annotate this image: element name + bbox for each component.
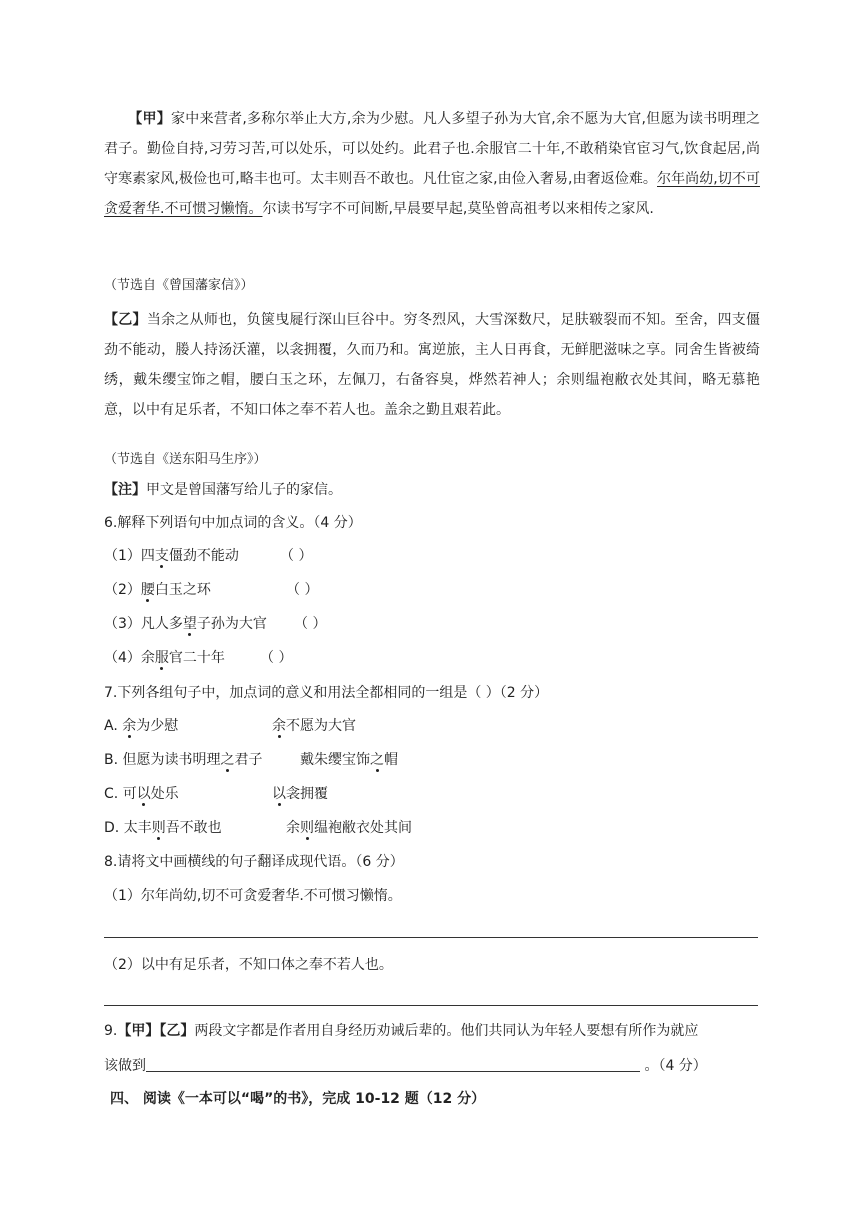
q7-option-c[interactable]: C. 可以处乐 [104, 786, 179, 802]
q8-answer-line-1[interactable] [104, 937, 758, 938]
q9-line-2: 该做到 。（4 分） [104, 1055, 707, 1076]
q7-option-a[interactable]: A. 余为少慰 [104, 718, 179, 734]
note [104, 480, 342, 500]
q6-item-1-blank[interactable]: （ ） [280, 548, 313, 564]
passage-jia-label: 【甲】 [128, 111, 172, 127]
q7-option-d-second: 余则缊袍敝衣处其间 [286, 820, 412, 836]
q6-item-2-dotted-word: 腰 [140, 582, 155, 598]
q7-option-c-second: 以衾拥覆 [272, 786, 328, 802]
q6-item-2: （2）腰白玉之环 [104, 582, 211, 598]
q6-item-4-dotted-word: 服 [154, 650, 169, 666]
q7-option-b[interactable]: B. 但愿为读书明理之君子 [104, 752, 263, 768]
source-yi: （节选自《送东阳马生序》） [104, 452, 267, 467]
passage-jia-underlined-sentence: 尔年尚幼,切不可贪爱奢华.不可惯习懒惰。 [104, 171, 760, 217]
q6-item-3-blank[interactable]: （ ） [294, 616, 327, 632]
q6-item-4-blank[interactable]: （ ） [260, 650, 293, 666]
passage-jia [104, 104, 760, 224]
note-text: 甲文是曾国藩写给儿子的家信。 [146, 482, 342, 498]
section-4-heading: 四、 阅读《一本可以“喝”的书》，完成 10-12 题（12 分） [110, 1091, 486, 1107]
passage-yi [104, 305, 760, 425]
q7-option-b-second: 戴朱缨宝饰之帽 [300, 752, 398, 768]
q6-item-2-blank[interactable]: （ ） [286, 582, 319, 598]
passage-jia-text-a: 家中来营者,多称尔举止大方,余为少慰。凡人多望子孙为大官,余不愿为大官,但愿为读书明理之君子。勤俭自持,习劳习苦,可以处乐，可以处约。此君子也.余服官二十年,不敢稍染官宦习气,饮食起居,尚守寒素家风,极俭也可,略丰也可。太丰则吾不敢也。凡仕宦之家,由俭入奢易,由奢返俭难。 [104, 111, 760, 187]
q8-sub-1: （1）尔年尚幼,切不可贪爱奢华.不可惯习懒惰。 [104, 888, 402, 904]
q7-option-d[interactable]: D. 太丰则吾不敢也 [104, 820, 222, 836]
q7-option-a-second: 余不愿为大官 [272, 718, 356, 734]
q8-answer-line-2[interactable] [104, 1005, 758, 1006]
q6-item-3-dotted-word: 望 [182, 616, 197, 632]
q6-item-1: （1）四支僵劲不能动 [104, 548, 239, 564]
passage-yi-text: 当余之从师也，负箧曳屣行深山巨谷中。穷冬烈风，大雪深数尺，足肤皲裂而不知。至舍，四支僵劲不能动，媵人持汤沃灌，以衾拥覆，久而乃和。寓逆旅，主人日再食，无鲜肥滋味之享。同舍生皆被绮绣，戴朱缨宝饰之帽，腰白玉之环，左佩刀，右备容臭，烨然若神人；余则缊袍敝衣处其间，略无慕艳意，以中有足乐者，不知口体之奉不若人也。盖余之勤且艰若此。 [104, 312, 761, 418]
passage-yi-label: 【乙】 [104, 312, 147, 328]
q6-item-1-dotted-word: 支 [154, 548, 169, 564]
source-jia: （节选自《曾国藩家信》） [104, 278, 254, 293]
q6-item-3: （3）凡人多望子孙为大官 [104, 616, 267, 632]
q9-line-1: 9.【甲】【乙】两段文字都是作者用自身经历劝诫后辈的。他们共同认为年轻人要想有所作为就应 [104, 1023, 699, 1039]
q8-sub-2: （2）以中有足乐者，不知口体之奉不若人也。 [104, 957, 393, 973]
q6-stem: 6.解释下列语句中加点词的含义。（4 分） [104, 515, 362, 531]
q7-stem: 7.下列各组句子中，加点词的意义和用法全都相同的一组是（ ）（2 分） [104, 685, 549, 701]
q8-stem: 8.请将文中画横线的句子翻译成现代语。（6 分） [104, 854, 404, 870]
passage-jia-text-b: 尔读书写字不可间断,早晨要早起,莫坠曾高祖考以来相传之家风. [262, 201, 654, 217]
q9-fill-blank[interactable] [146, 1055, 640, 1072]
note-label: 【注】 [104, 482, 146, 498]
q6-item-4: （4）余服官二十年 [104, 650, 225, 666]
